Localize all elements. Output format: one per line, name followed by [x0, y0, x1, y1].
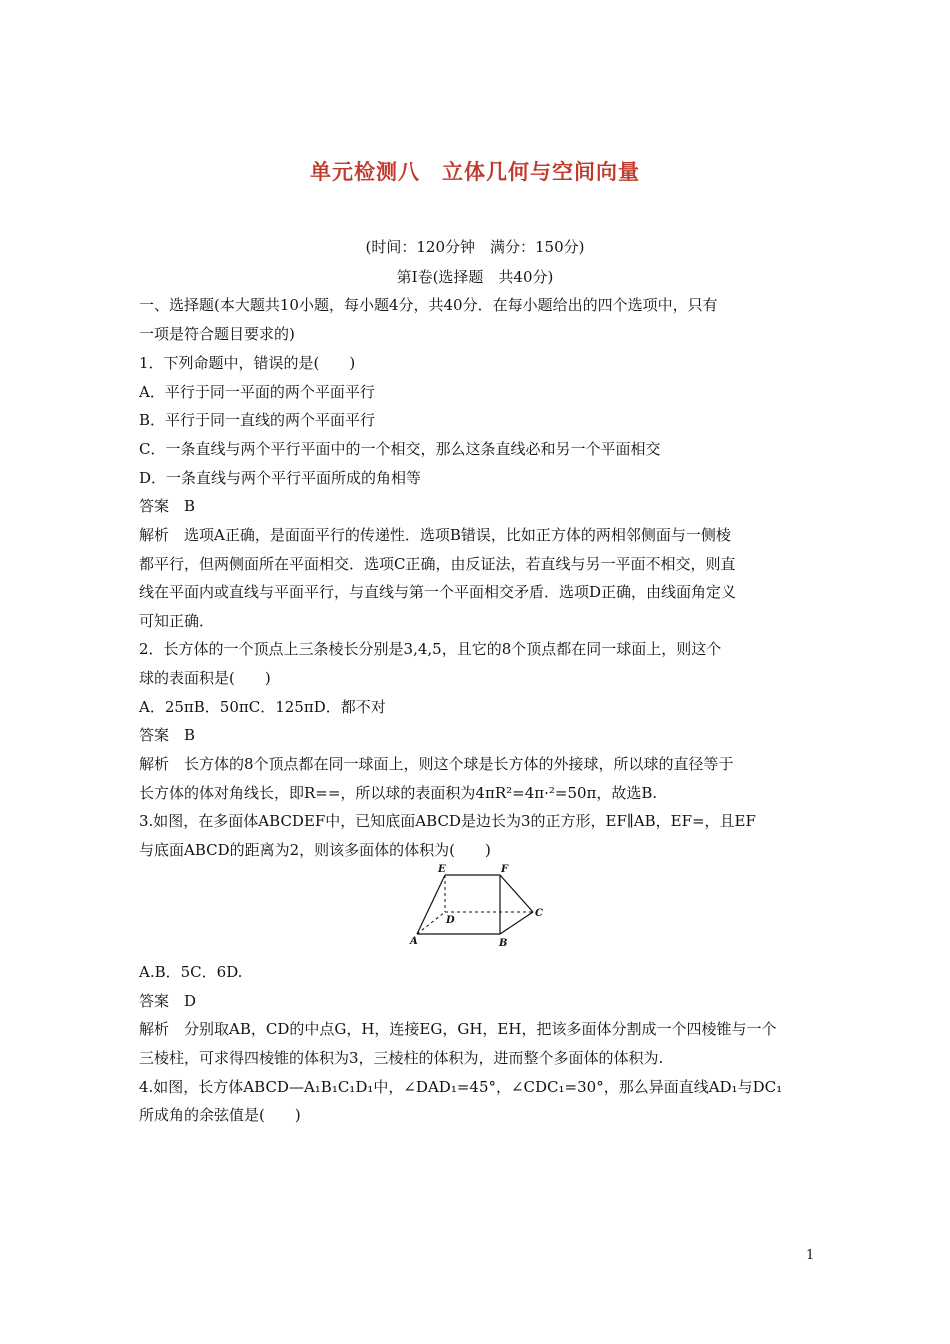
- text-line: 与底面ABCD的距离为2，则该多面体的体积为( ): [139, 841, 491, 859]
- text-line: B．平行于同一直线的两个平面平行: [139, 411, 376, 429]
- text-line: 解析 长方体的8个顶点都在同一球面上，则这个球是长方体的外接球，所以球的直径等于: [139, 755, 734, 773]
- text-line: C．一条直线与两个平行平面中的一个相交，那么这条直线必和另一个平面相交: [139, 440, 661, 458]
- text-line: 都平行，但两侧面所在平面相交．选项C正确，由反证法，若直线与另一平面不相交，则直: [139, 555, 736, 573]
- vertex-label-b: B: [499, 938, 508, 949]
- exam-meta: (时间：120分钟 满分：150分): [365, 238, 585, 256]
- text-line: 可知正确．: [139, 612, 215, 630]
- answer-line: 答案 D: [139, 992, 197, 1010]
- text-line: 解析 分别取AB，CD的中点G，H，连接EG，GH，EH，把该多面体分割成一个四棱锥与一个: [139, 1020, 777, 1038]
- text-line: 一项是符合题目要求的): [139, 325, 295, 343]
- text-line: 1．下列命题中，错误的是( ): [139, 354, 356, 372]
- text-line: D．一条直线与两个平行平面所成的角相等: [139, 469, 422, 487]
- text-line: 3.如图，在多面体ABCDEF中，已知底面ABCD是边长为3的正方形，EF∥AB，EF=，且EF: [139, 812, 756, 830]
- section-heading: 第Ⅰ卷(选择题 共40分): [396, 268, 554, 286]
- answer-line: 答案 B: [139, 497, 196, 515]
- vertex-label-f: F: [501, 864, 509, 875]
- text-line: 2．长方体的一个顶点上三条棱长分别是3,4,5，且它的8个顶点都在同一球面上，则这个: [139, 640, 722, 658]
- page-number: 1: [806, 1248, 815, 1263]
- text-line: A．平行于同一平面的两个平面平行: [139, 383, 375, 401]
- text-line: 球的表面积是( ): [139, 669, 271, 687]
- text-line: A．25πB．50πC．125πD．都不对: [139, 698, 386, 716]
- text-line: 线在平面内或直线与平面平行，与直线与第一个平面相交矛盾．选项D正确，由线面角定义: [139, 583, 737, 601]
- text-line: 一、选择题(本大题共10小题，每小题4分，共40分．在每小题给出的四个选项中，只有: [139, 296, 718, 314]
- text-line: A.B．5C．6D.: [139, 963, 243, 981]
- text-line: 所成角的余弦值是( ): [139, 1106, 301, 1124]
- text-line: 解析 选项A正确，是面面平行的传递性．选项B错误，比如正方体的两相邻侧面与一侧棱: [139, 526, 731, 544]
- text-line: 三棱柱，可求得四棱锥的体积为3，三棱柱的体积为，进而整个多面体的体积为.: [139, 1049, 664, 1067]
- vertex-label-c: C: [535, 908, 543, 919]
- vertex-label-a: A: [410, 936, 418, 947]
- polyhedron-figure: [405, 862, 550, 952]
- document-title: 单元检测八 立体几何与空间向量: [310, 160, 640, 184]
- answer-line: 答案 B: [139, 726, 196, 744]
- vertex-label-d: D: [446, 915, 455, 926]
- vertex-label-e: E: [438, 864, 446, 875]
- text-line: 长方体的体对角线长，即R==，所以球的表面积为4πR²=4π·²=50π，故选B.: [139, 784, 658, 802]
- text-line: 4.如图，长方体ABCD—A₁B₁C₁D₁中，∠DAD₁=45°，∠CDC₁=30°，那么异面直线AD₁与DC₁: [139, 1078, 783, 1096]
